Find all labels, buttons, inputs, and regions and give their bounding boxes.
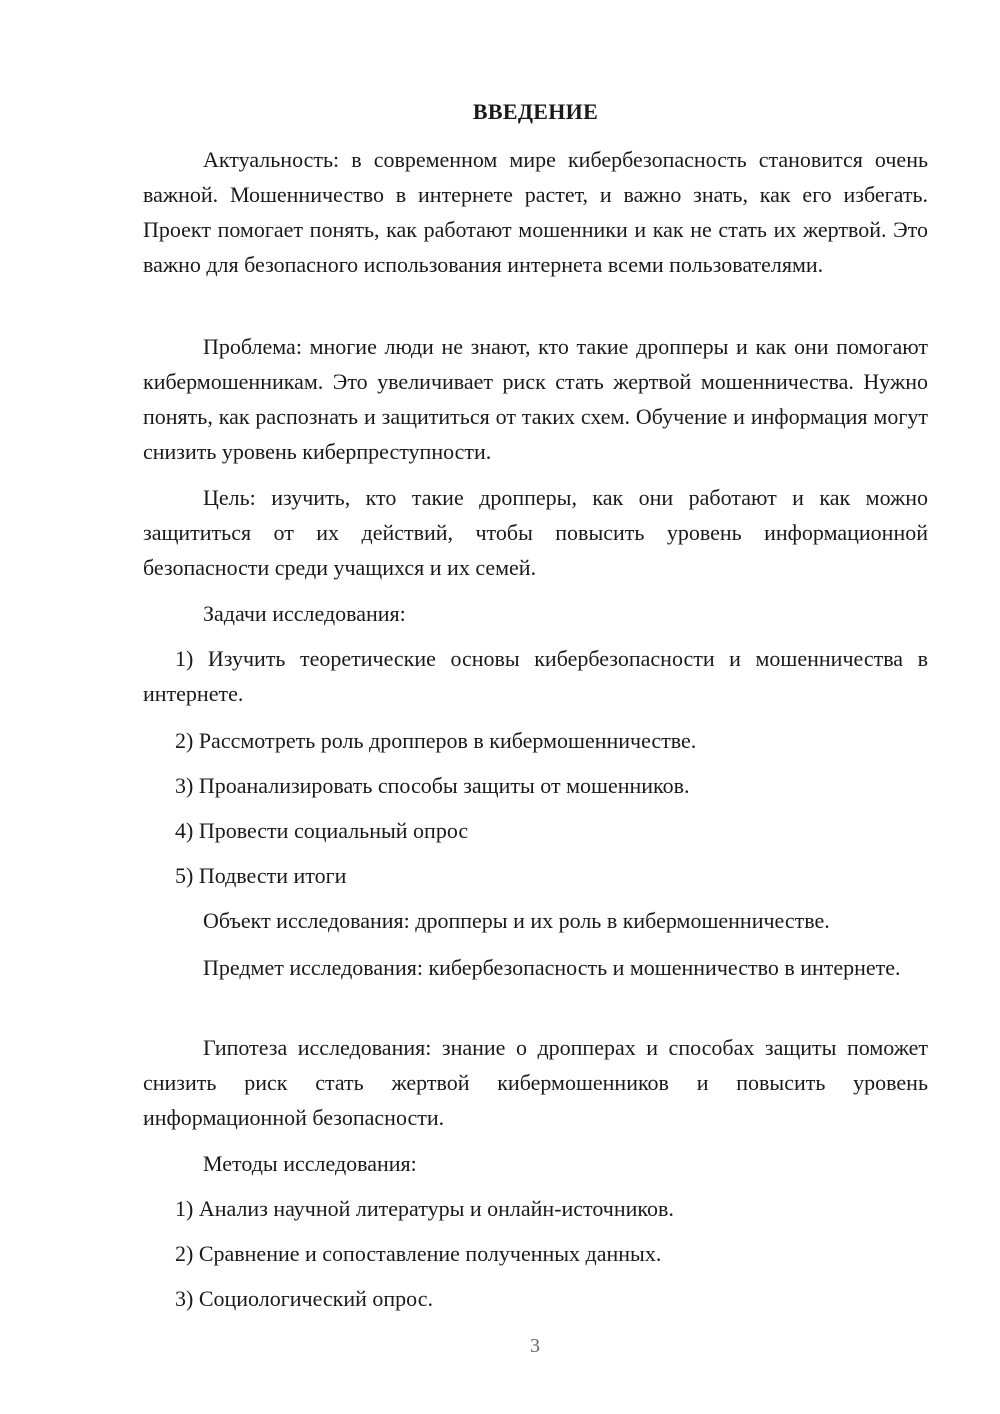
tasks-heading: Задачи исследования: — [203, 601, 406, 626]
subject-paragraph: Предмет исследования: кибербезопасность и мошенничество в интернете. — [203, 955, 901, 980]
task-item-1: 1) Изучить теоретические основы кибербезопасности и мошенничества в интернете. — [143, 646, 928, 706]
page-title: ВВЕДЕНИЕ — [472, 99, 599, 124]
task-item-2: 2) Рассмотреть роль дропперов в кибермошенничестве. — [175, 728, 697, 753]
hypothesis-paragraph: Гипотеза исследования: знание о дропперах и способах защиты поможет снизить риск стать жертвой кибермошенников и повысить уровень информационной безопасности. — [143, 1035, 928, 1130]
goal-paragraph: Цель: изучить, кто такие дропперы, как они работают и как можно защититься от их действий, чтобы повысить уровень информационной безопасности среди учащихся и их семей. — [143, 485, 928, 580]
methods-heading: Методы исследования: — [203, 1151, 417, 1176]
task-item-5: 5) Подвести итоги — [175, 863, 347, 888]
relevance-paragraph: Актуальность: в современном мире кибербезопасность становится очень важной. Мошенничество в интернете растет, и важно знать, как его избегать. Проект помогает понять, как работают мошенники и как не стать их жертвой. Это важно для безопасного использования интернета всеми пользователями. — [143, 147, 928, 277]
page-number: 3 — [530, 1335, 540, 1357]
method-item-1: 1) Анализ научной литературы и онлайн-источников. — [175, 1196, 674, 1221]
method-item-3: 3) Социологический опрос. — [175, 1286, 433, 1311]
problem-paragraph: Проблема: многие люди не знают, кто такие дропперы и как они помогают кибермошенникам. Это увеличивает риск стать жертвой мошенничества. Нужно понять, как распознать и защититься от таких схем. Обучение и информация могут снизить уровень киберпреступности. — [143, 334, 928, 464]
method-item-2: 2) Сравнение и сопоставление полученных данных. — [175, 1241, 662, 1266]
object-paragraph: Объект исследования: дропперы и их роль в кибермошенничестве. — [203, 908, 830, 933]
task-item-4: 4) Провести социальный опрос — [175, 818, 469, 843]
task-item-3: 3) Проанализировать способы защиты от мошенников. — [175, 773, 690, 798]
